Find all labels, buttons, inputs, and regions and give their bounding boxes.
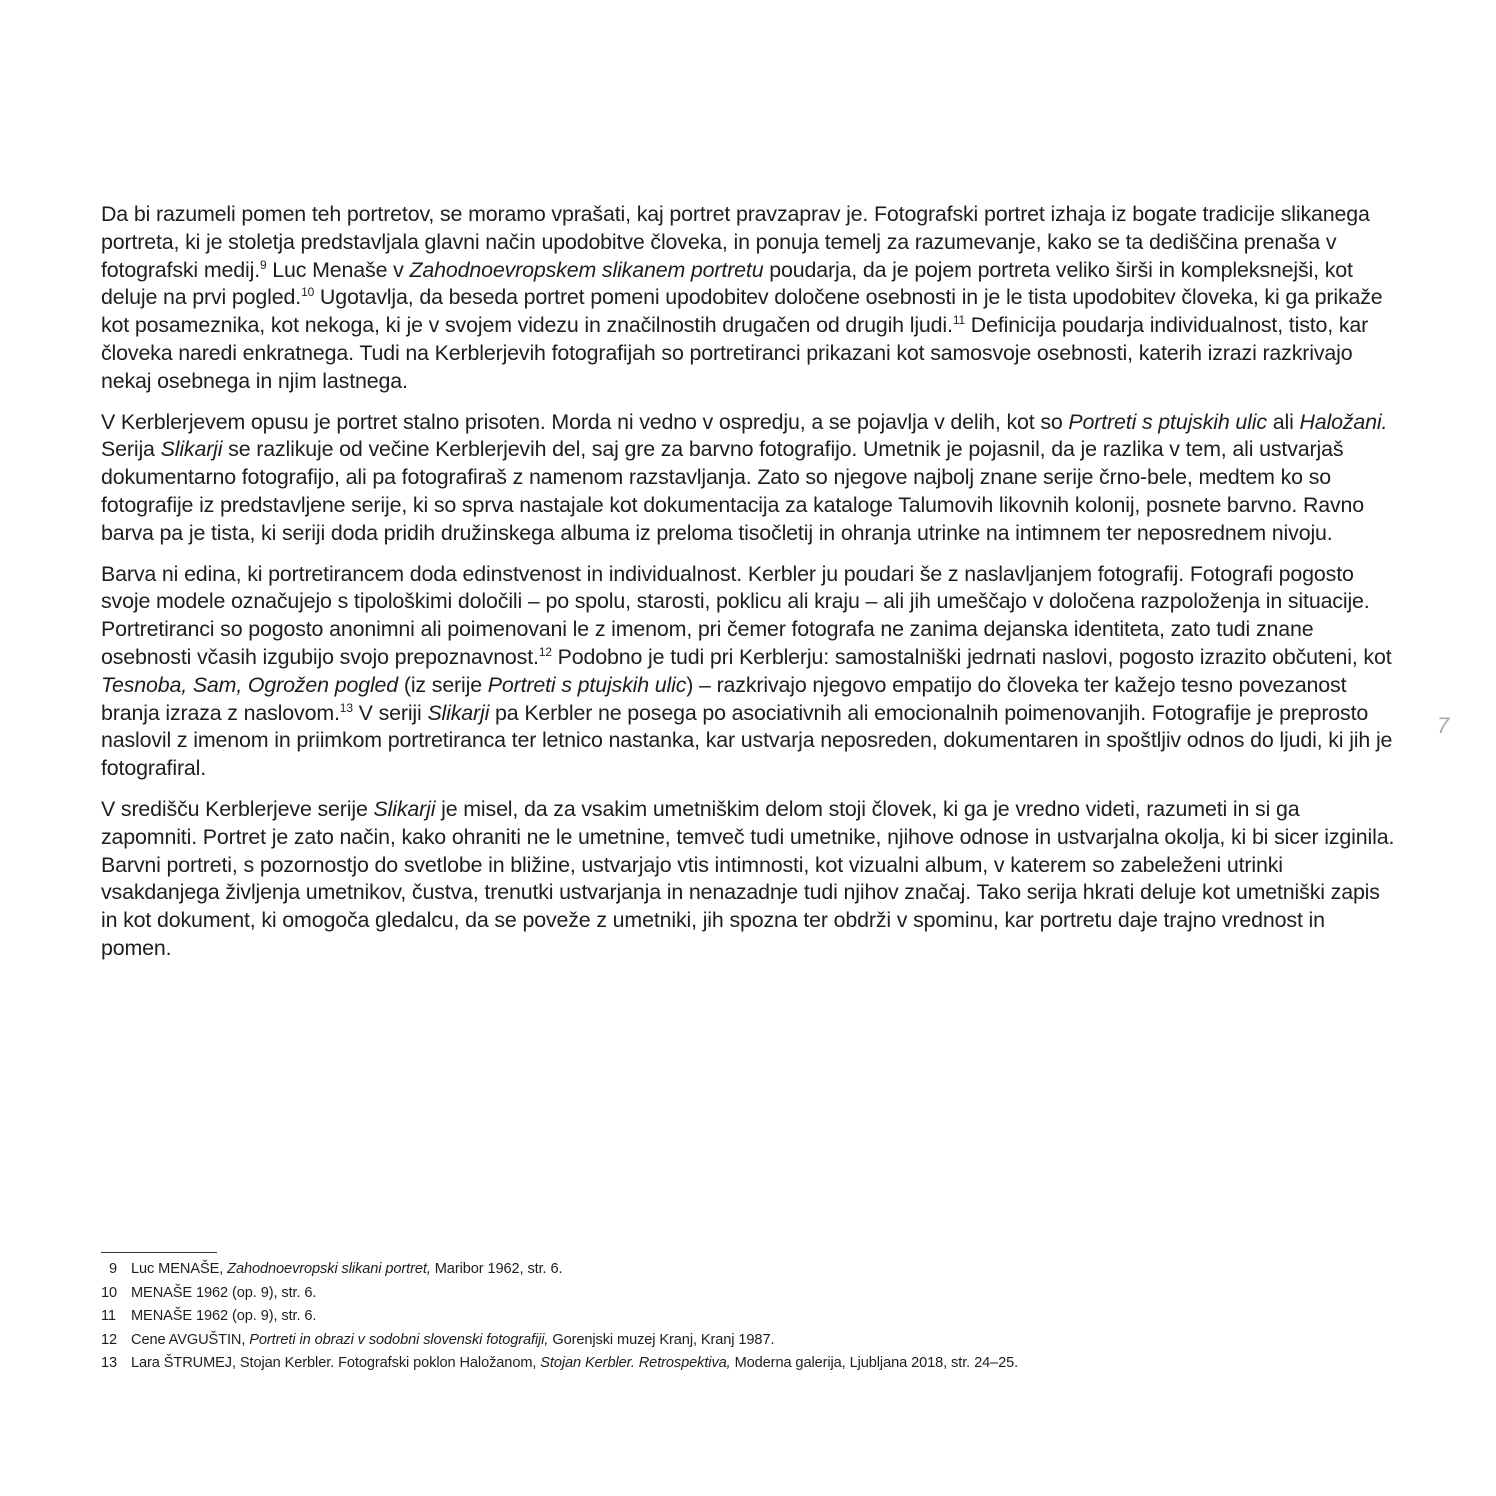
text-run: Maribor 1962, str. 6. (430, 1261, 563, 1277)
text-run: se razlikuje od večine Kerblerjevih del, saj gre za barvno fotografijo. Umetnik je pojasnil, da je razlika v tem, ali ustvarjaš dokumentarno fotografijo, ali pa fotografiraš z namenom razstavljanja. Zato so njegove najbolj znane serije črno-bele, medtem ko so fotografije iz predstavljene serije, ki so sprva nastajale kot dokumentacija za kataloge Talumovih likovnih kolonij, posnete barvno. Ravno barva pa je tista, ki seriji doda pridih družinskega albuma iz preloma tisočletij in ohranja utrinke na intimnem ter neposrednem nivoju. (101, 437, 1365, 545)
text-run: MENAŠE 1962 (op. 9), str. 6. (131, 1284, 317, 1301)
italic-text: Stojan Kerbler. Retrospektiva, (540, 1355, 731, 1371)
italic-text: Zahodnoevropski slikani portret, (227, 1261, 431, 1277)
footnote-text (131, 1305, 316, 1329)
footnote-ref: 11 (952, 313, 965, 328)
text-run: Lara ŠTRUMEJ, Stojan Kerbler. Fotografski poklon Haložanom, (131, 1355, 541, 1371)
paragraph (101, 409, 1401, 548)
text-run: Barva ni edina, ki portretirancem doda edinstvenost in individualnost. Kerbler ju poudari še z naslavljanjem fotografij. Fotografi pogosto svoje modele označujejo s tipološkimi določili – po spolu, starosti, poklicu ali kraju – ali jih umeščajo v določena razpoloženja in situacije. Portretiranci so pogosto anonimni ali poimenovani le z imenom, pri čemer fotografa ne zanima dejanska identiteta, zato tudi znane osebnosti včasih izgubijo svojo prepoznavnost. (101, 561, 1370, 669)
footnote-text (131, 1352, 1018, 1376)
footnote-text (131, 1282, 316, 1306)
footnote (101, 1329, 1401, 1353)
text-run: Podobno je tudi pri Kerblerju: samostalniški jedrnati naslovi, pogosto izrazito občuteni, kot (551, 644, 1392, 669)
text-run: ) – razkrivajo njegovo empatijo do človeka ter kažejo tesno povezanost branja izraza z naslovom. (101, 672, 1347, 725)
text-run: Moderna galerija, Ljubljana 2018, str. 24–25. (730, 1355, 1019, 1371)
italic-text: Portreti s ptujskih ulic (1068, 409, 1267, 434)
footnote-ref: 13 (339, 700, 353, 715)
text-run: Ugotavlja, da beseda portret pomeni upodobitev določene osebnosti in je le tista upodobitev človeka, ki ga prikaže kot posameznika, kot nekoga, ki je v svojem videzu in značilnostih drugačen od drugih ljudi. (101, 285, 1383, 338)
footnote-ref: 10 (301, 285, 315, 300)
text-run: pa Kerbler ne posega po asociativnih ali emocionalnih poimenovanjih. Fotografije je preprosto naslovil z imenom in priimkom portretiranca ter letnico nastanka, kar ustvarja neposreden, dokumentaren in spoštljiv odnos do ljudi, ki jih je fotografiral. (101, 700, 1393, 781)
paragraph (101, 796, 1401, 963)
main-text (101, 201, 1401, 976)
italic-text: Tesnoba, Sam, Ogrožen pogled (101, 672, 399, 697)
footnote-number: 13 (101, 1355, 118, 1371)
footnote-number: 11 (101, 1308, 116, 1324)
text-run: Gorenjski muzej Kranj, Kranj 1987. (548, 1331, 775, 1348)
footnote-text (131, 1329, 774, 1353)
text-run: V Kerblerjevem opusu je portret stalno prisoten. Morda ni vedno v ospredju, a se pojavlja v delih, kot so (101, 409, 1069, 434)
paragraph (101, 561, 1401, 783)
italic-text: Zahodnoevropskem slikanem portretu (409, 257, 764, 282)
text-run: (iz serije (398, 672, 488, 697)
footnote (101, 1352, 1401, 1376)
footnote-text (131, 1258, 562, 1282)
footnote-divider (101, 1252, 217, 1253)
footnote-number: 10 (101, 1284, 118, 1301)
italic-text: Slikarji (373, 796, 436, 821)
italic-text: Haložani. (1299, 409, 1388, 434)
italic-text: Slikarji (160, 437, 223, 462)
text-run: V središču Kerblerjeve serije (101, 796, 374, 821)
text-run: Da bi razumeli pomen teh portretov, se moramo vprašati, kaj portret pravzaprav je. Fotografski portret izhaja iz bogate tradicije slikanega portreta, ki je stoletja predstavljala glavni način upodobitve človeka, in ponuja temelj za razumevanje, kako se ta dediščina prenaša v fotografski medij. (101, 202, 1370, 282)
text-run: Definicija poudarja individualnost, tisto, kar človeka naredi enkratnega. Tudi na Kerblerjevih fotografijah so portretiranci prikazani kot samosvoje osebnosti, katerih izrazi razkrivajo nekaj osebnega in njim lastnega. (101, 313, 1369, 393)
footnote (101, 1258, 1401, 1282)
text-run: Serija (101, 437, 161, 462)
text-run: Luc Menaše v (266, 257, 410, 282)
footnote-ref: 12 (538, 644, 552, 659)
footnote (101, 1282, 1401, 1306)
text-run: ali (1266, 409, 1300, 434)
text-run: poudarja, da je pojem portreta veliko širši in kompleksnejši, kot deluje na prvi pogled. (101, 257, 1353, 310)
italic-text: Portreti s ptujskih ulic (487, 672, 687, 697)
footnotes (101, 1258, 1401, 1376)
footnote-number: 12 (101, 1331, 118, 1348)
footnote (101, 1305, 1401, 1329)
text-run: Luc MENAŠE, (131, 1261, 228, 1277)
footnote-ref: 9 (259, 257, 267, 272)
text-run: je misel, da za vsakim umetniškim delom stoji človek, ki ga je vredno videti, razumeti in si ga zapomniti. Portret je zato način, kako ohraniti ne le umetnine, temveč tudi umetnike, njihove odnose in ustvarjalna okolja, ki bi sicer izginila. Barvni portreti, s pozornostjo do svetlobe in bližine, ustvarjajo vtis intimnosti, kot vizualni album, v katerem so zabeleženi utrinki vsakdanjega življenja umetnikov, čustva, trenutki ustvarjanja in nenazadnje tudi njihov značaj. Tako serija hkrati deluje kot umetniški zapis in kot dokument, ki omogoča gledalcu, da se poveže z umetniki, jih spozna ter obdrži v spominu, kar portretu daje trajno vrednost in pomen. (101, 796, 1395, 960)
italic-text: Slikarji (427, 700, 490, 725)
text-run: MENAŠE 1962 (op. 9), str. 6. (131, 1308, 317, 1324)
paragraph (101, 201, 1401, 396)
italic-text: Portreti in obrazi v sodobni slovenski fotografiji, (249, 1331, 549, 1348)
page-number: 7 (1437, 713, 1450, 738)
footnote-number: 9 (109, 1261, 118, 1277)
text-run: V seriji (352, 700, 428, 725)
text-run: Cene AVGUŠTIN, (131, 1331, 250, 1348)
